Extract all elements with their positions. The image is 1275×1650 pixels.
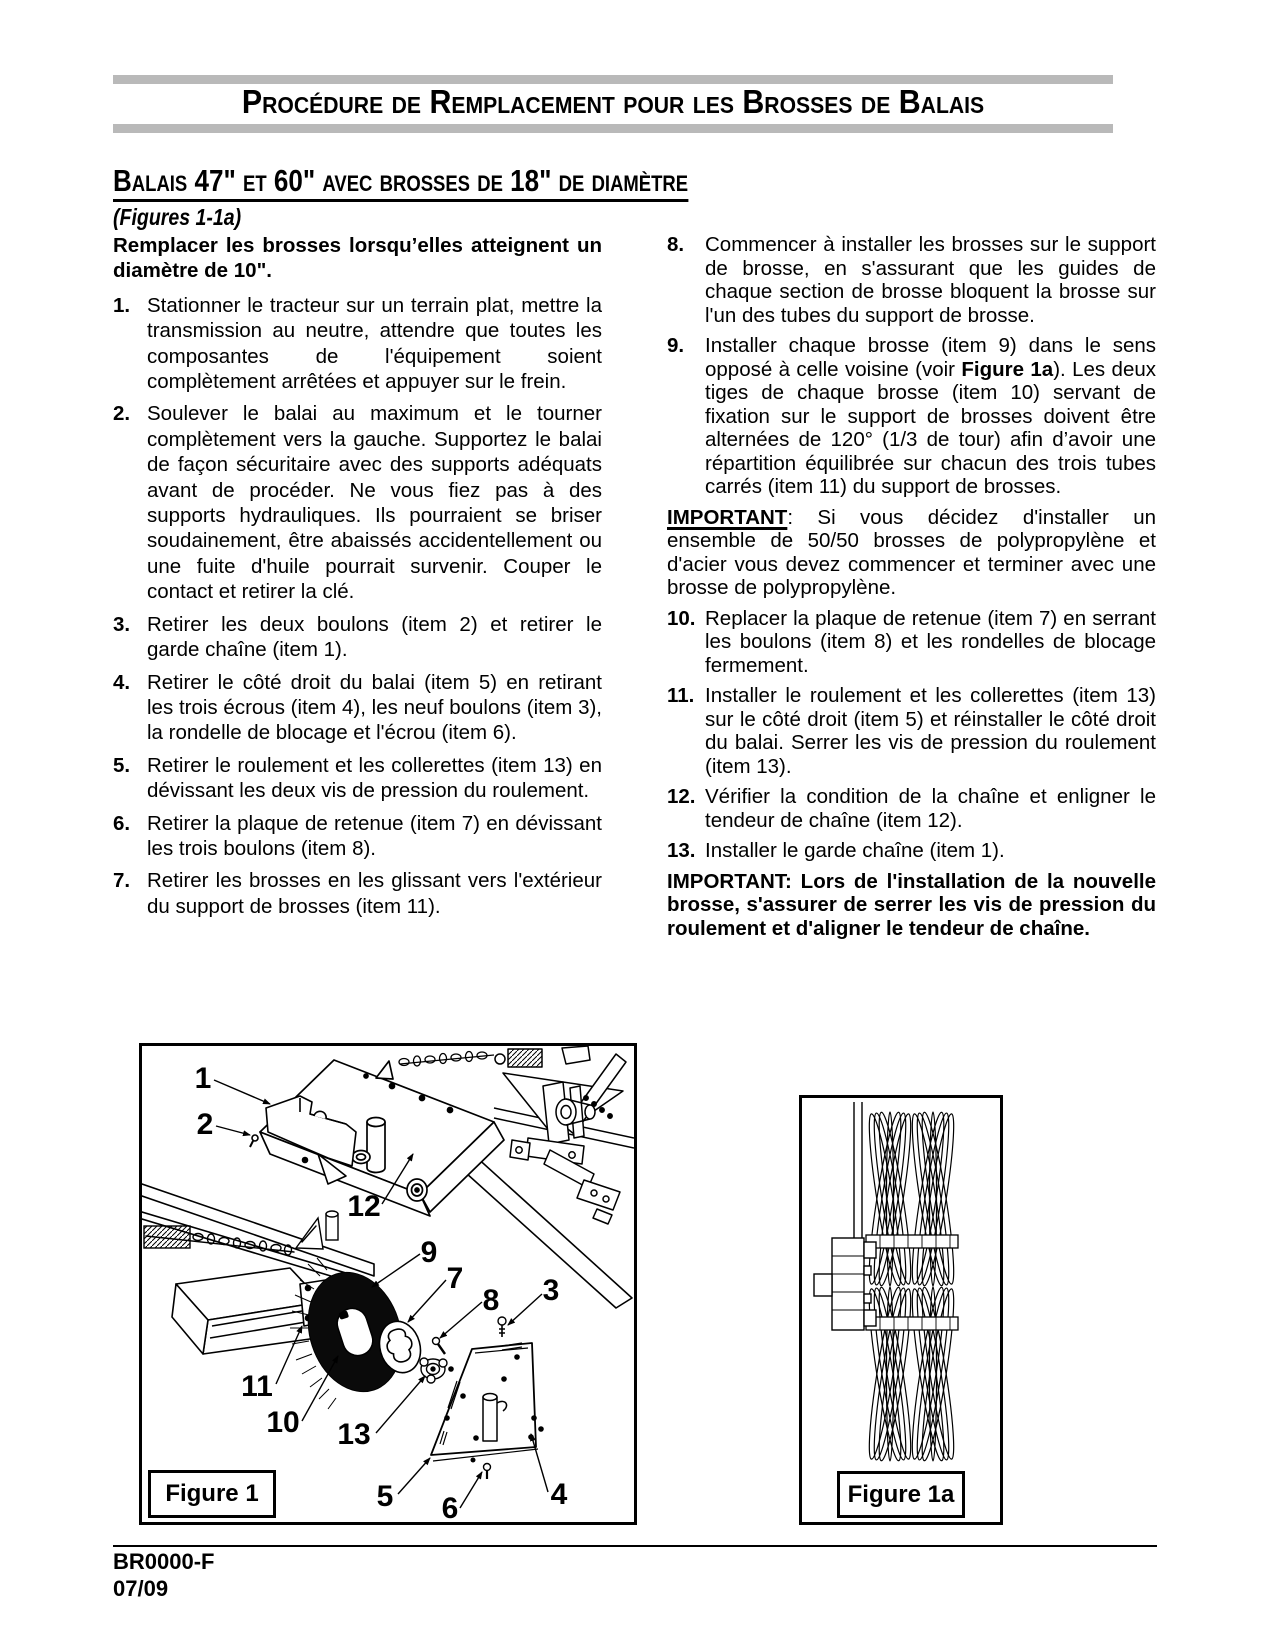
step-8 — [667, 233, 1156, 327]
callout-1: 1 — [194, 1062, 212, 1095]
callout-8: 8 — [482, 1284, 500, 1317]
figure-1-label: Figure 1 — [148, 1470, 276, 1518]
intro-paragraph: Remplacer les brosses lorsqu’elles atteignent un diamètre de 10". — [113, 234, 602, 283]
step-number: 5. — [113, 753, 131, 777]
step-number: 6. — [113, 811, 131, 835]
step-text: Retirer la plaque de retenue (item 7) en dévissant les trois boulons (item 8). — [147, 811, 602, 860]
step-text: Commencer à installer les brosses sur le support de brosse, en s'assurant que les guides de chaque section de brosse bloquent la brosse sur l'un des tubes du support de brosse. — [705, 233, 1156, 327]
step-10 — [667, 607, 1156, 678]
right-column — [667, 233, 1156, 940]
step-4 — [113, 670, 602, 746]
step-1 — [113, 293, 602, 395]
step-text: Installer le garde chaîne (item 1). — [705, 839, 1005, 862]
important-note-1 — [667, 506, 1156, 600]
callout-12: 12 — [347, 1190, 381, 1223]
step-text-pre: Installer chaque brosse (item 9) dans le sens opposé à celle voisine (voir — [705, 334, 1156, 381]
step-11 — [667, 684, 1156, 778]
figure-1a — [799, 1095, 1003, 1525]
callout-6: 6 — [441, 1492, 459, 1522]
footer-divider — [113, 1545, 1157, 1547]
side-plate — [431, 1317, 544, 1479]
step-text-post: ). Les deux tiges de chaque brosse (item 10) servant de fixation sur le support de brosses doivent être alternées de 120° (1/3 de tour) afin d’avoir une répartition équilibrée sur chacun des trois tubes carrés (item 11) du support de brosses. — [705, 357, 1157, 498]
figure-1a-label: Figure 1a — [837, 1471, 965, 1518]
step-5 — [113, 753, 602, 804]
brush-strands — [864, 1111, 960, 1462]
step-text: Installer le roulement et les collerettes (item 13) sur le côté droit (item 5) et réinstaller le côté droit du balai. Serrer les vis de pression du roulement (item 13). — [705, 684, 1156, 778]
section-heading: Balais 47" et 60" avec brosses de 18" de diamètre — [113, 163, 688, 202]
step-number: 3. — [113, 612, 131, 636]
step-6 — [113, 811, 602, 862]
callout-3: 3 — [542, 1274, 560, 1307]
callout-7: 7 — [446, 1262, 464, 1295]
footer-date: 07/09 — [113, 1576, 169, 1601]
callout-10: 10 — [266, 1406, 300, 1439]
important-note-2: IMPORTANT: Lors de l'installation de la nouvelle brosse, s'assurer de serrer les vis de pression du roulement et d'aligner le tendeur de chaîne. — [667, 869, 1156, 940]
callout-11: 11 — [241, 1370, 273, 1403]
step-text: Replacer la plaque de retenue (item 7) en serrant les boulons (item 8) et les rondelles de blocage fermement. — [705, 606, 1156, 677]
step-2 — [113, 401, 602, 604]
step-text: Stationner le tracteur sur un terrain plat, mettre la transmission au neutre, attendre que toutes les composantes de l'équipement soient complètement arrêtées et appuyer sur le frein. — [147, 293, 602, 394]
step-number: 12. — [667, 785, 696, 808]
step-number: 13. — [667, 839, 696, 862]
step-text: Retirer le roulement et les collerettes (item 13) en dévissant les deux vis de pression du roulement. — [147, 753, 602, 803]
step-12 — [667, 785, 1156, 832]
step-7 — [113, 868, 602, 919]
step-number: 10. — [667, 606, 696, 630]
step-3 — [113, 612, 602, 663]
step-number: 9. — [667, 334, 685, 357]
important-label: IMPORTANT — [667, 505, 788, 529]
step-text: Retirer le côté droit du balai (item 5) en retirant les trois écrous (item 4), les neuf boulons (item 3), la rondelle de blocage et l'écrou (item 6). — [147, 670, 602, 745]
step-number: 2. — [113, 402, 131, 426]
step-text: Vérifier la condition de la chaîne et enligner le tendeur de chaîne (item 12). — [705, 785, 1156, 832]
step-text: Retirer les brosses en les glissant vers l'extérieur du support de brosses (item 11). — [147, 869, 602, 918]
hub-assembly — [814, 1102, 876, 1330]
callout-13: 13 — [337, 1418, 371, 1451]
step-number: 7. — [113, 869, 131, 893]
header-bottom-bar — [113, 124, 1113, 133]
left-column — [113, 233, 602, 926]
step-13 — [667, 839, 1156, 863]
page-title: Procédure de Remplacement pour les Brosses de Balais — [241, 83, 985, 120]
step-text: Retirer les deux boulons (item 2) et retirer le garde chaîne (item 1). — [147, 612, 602, 662]
callout-5: 5 — [376, 1480, 394, 1513]
step-number: 8. — [667, 233, 685, 256]
step-number: 11. — [667, 684, 695, 707]
callout-2: 2 — [196, 1108, 214, 1141]
figure-1a-inline-ref: Figure 1a — [961, 357, 1054, 381]
callout-4: 4 — [550, 1478, 568, 1511]
step-number: 1. — [113, 293, 131, 317]
step-text: Soulever le balai au maximum et le tourner complètement vers la gauche. Supportez le balai de façon sécuritaire avec des supports adéquats avant de procéder. Ne vous fiez pas à des supports hydrauliques. Ils pourraient se briser soudainement, être abaissés accidentellement ou une fuite d'huile pourrait survenir. Couper le contact et retirer la clé. — [147, 402, 602, 604]
step-text — [705, 334, 1156, 499]
figure-1-exploded-diagram — [142, 1046, 634, 1522]
top-chain — [399, 1052, 494, 1067]
figures-reference: (Figures 1-1a) — [113, 204, 242, 230]
callout-9: 9 — [420, 1236, 438, 1269]
figure-1a-brush-pattern — [802, 1098, 1000, 1522]
step-number: 4. — [113, 670, 131, 694]
footer-document-number: BR0000-F — [113, 1549, 215, 1574]
step-9 — [667, 334, 1156, 499]
figure-1 — [139, 1043, 637, 1525]
important-text: : Si vous décidez d'installer un ensemble de 50/50 brosses de polypropylène et d'acier vous devez commencer et terminer avec une brosse de polypropylène. — [667, 505, 1156, 599]
